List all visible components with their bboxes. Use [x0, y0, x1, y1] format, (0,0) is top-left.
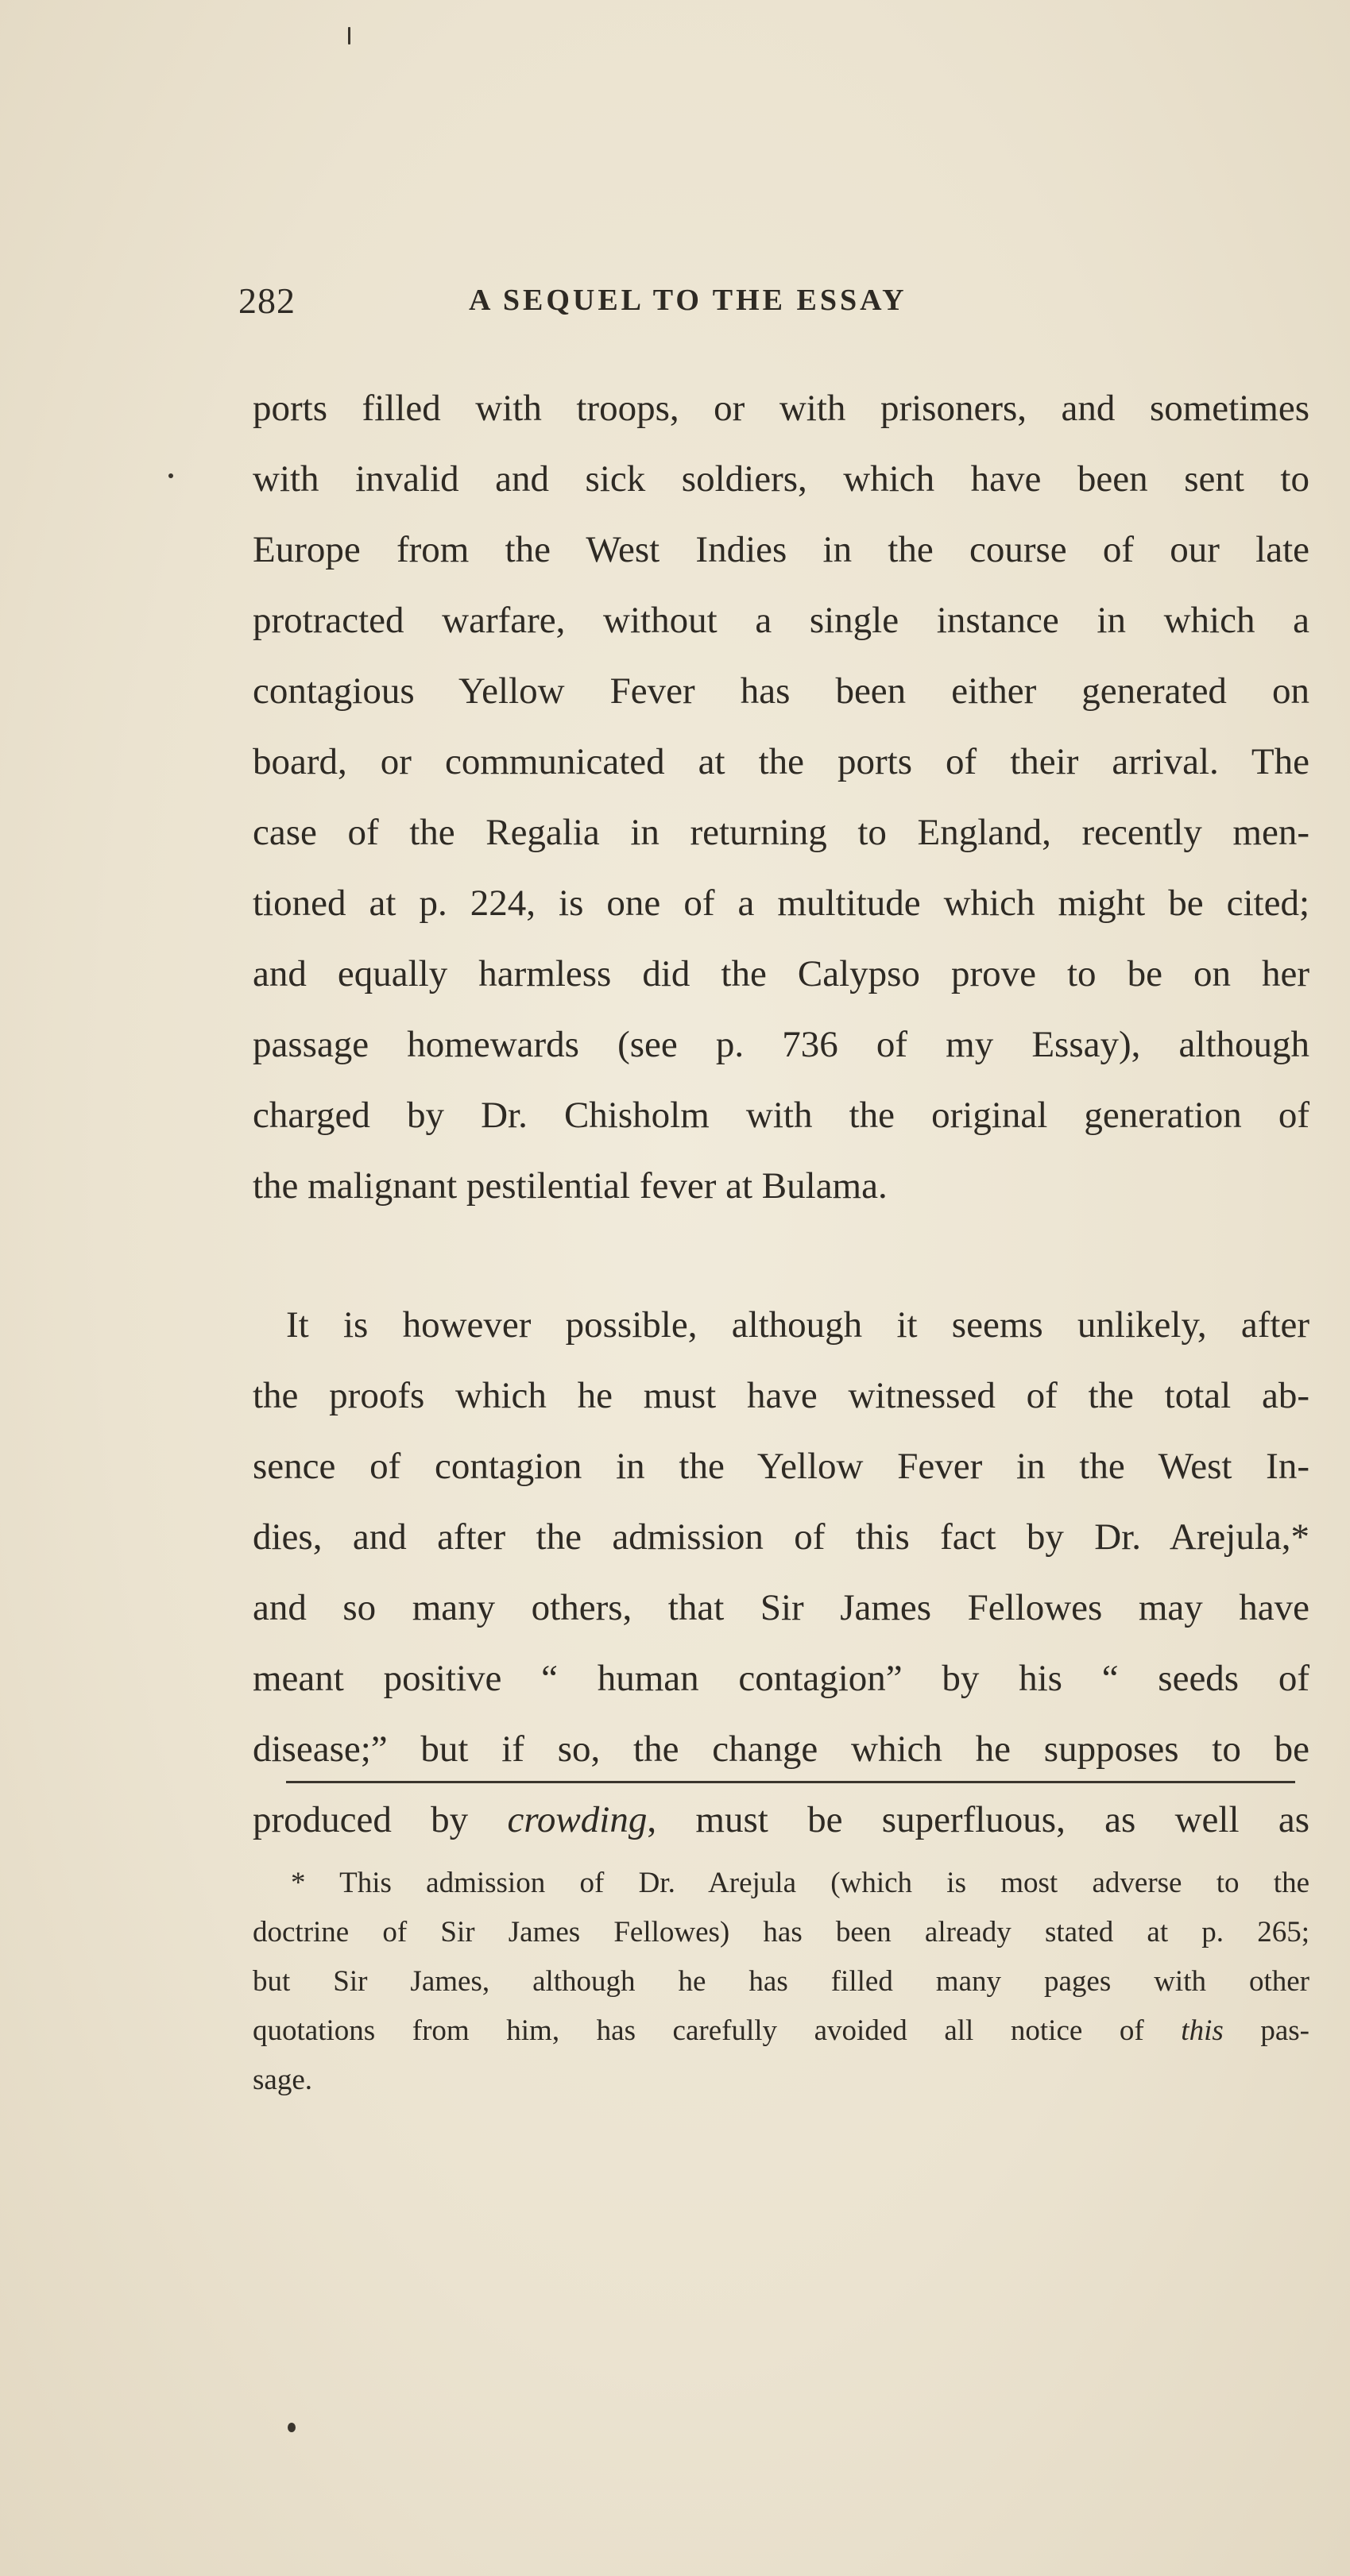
text-line: contagious Yellow Fever has been either generated on [253, 670, 1309, 712]
ink-speck [168, 473, 173, 478]
footnote-line: doctrine of Sir James Fellowes) has been already stated at p. 265; [253, 1916, 1309, 1948]
text-line: with invalid and sick soldiers, which have been sent to [253, 458, 1309, 500]
text-line: and so many others, that Sir James Fellowes may have [253, 1587, 1309, 1628]
text-line: case of the Regalia in returning to England, recently men- [253, 812, 1309, 853]
text-fragment: quotations from him, has carefully avoided all notice of [253, 2014, 1182, 2047]
italic-word: this [1181, 2014, 1224, 2047]
ink-speck [288, 2423, 296, 2432]
text-line: disease;” but if so, the change which he supposes to be [253, 1728, 1309, 1770]
footnote-line: * This admission of Dr. Arejula (which is most adverse to the [291, 1867, 1309, 1899]
text-line: board, or communicated at the ports of their arrival. The [253, 741, 1309, 782]
text-line: It is however possible, although it seems unlikely, after [286, 1304, 1309, 1346]
paragraph-2 [253, 1290, 1309, 1856]
text-fragment: , must be superfluous, as well as [647, 1799, 1309, 1840]
footnote [253, 1859, 1309, 2105]
footnote-line: sage. [253, 2064, 312, 2096]
text-line: ports filled with troops, or with prisoners, and sometimes [253, 388, 1309, 429]
text-line: the proofs which he must have witnessed of the total ab- [253, 1375, 1309, 1416]
paragraph-1 [253, 373, 1309, 1222]
paragraph-gap [253, 1222, 1309, 1290]
page-header [238, 280, 1319, 335]
text-fragment: pas- [1223, 2014, 1309, 2047]
ink-speck [348, 27, 350, 44]
italic-word: crowding [507, 1799, 648, 1840]
page-number: 282 [238, 280, 296, 321]
body-text [253, 373, 1309, 1856]
footnote-rule [286, 1781, 1295, 1783]
text-line: sence of contagion in the Yellow Fever in the West In- [253, 1446, 1309, 1487]
text-line: the malignant pestilential fever at Bulama. [253, 1165, 888, 1207]
text-line: meant positive “ human contagion” by his “ seeds of [253, 1658, 1309, 1699]
text-line [253, 1785, 1309, 1856]
text-line: protracted warfare, without a single instance in which a [253, 600, 1309, 641]
text-line: tioned at p. 224, is one of a multitude which might be cited; [253, 882, 1309, 924]
text-line: Europe from the West Indies in the course of our late [253, 529, 1309, 570]
running-head: A SEQUEL TO THE ESSAY [469, 284, 907, 317]
footnote-line: but Sir James, although he has filled many pages with other [253, 1965, 1309, 1998]
text-fragment: produced by [253, 1799, 508, 1840]
text-line: dies, and after the admission of this fact by Dr. Arejula,* [253, 1516, 1309, 1558]
text-line: and equally harmless did the Calypso prove to be on her [253, 953, 1309, 994]
text-line: charged by Dr. Chisholm with the original generation of [253, 1095, 1309, 1136]
footnote-line [253, 2006, 1309, 2056]
text-line: passage homewards (see p. 736 of my Essay), although [253, 1024, 1309, 1065]
